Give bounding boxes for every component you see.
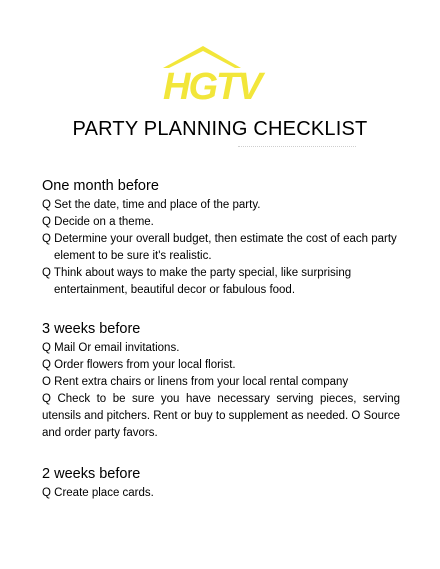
section-heading: 2 weeks before (42, 466, 141, 482)
checklist-item: Q Mail Or email invitations. (42, 342, 180, 354)
page-title: PARTY PLANNING CHECKLIST (72, 118, 368, 140)
logo-text: HGTV (163, 66, 261, 100)
checklist-item: Q Order flowers from your local florist. (42, 359, 236, 371)
checklist-item: Q Set the date, time and place of the party. (42, 199, 261, 211)
hgtv-logo (163, 44, 281, 100)
checklist-item: Q Decide on a theme. (42, 216, 154, 228)
decorative-dotted-line (238, 146, 356, 147)
section-heading: One month before (42, 178, 159, 194)
section-one-month-before (42, 178, 400, 299)
section-2-weeks-before (42, 466, 400, 502)
checklist-item: Q Check to be sure you have necessary serving pieces, serving utensils and pitchers. Rent or buy to supplement as needed. O Source and order party favors. (42, 393, 400, 439)
checklist-item: O Rent extra chairs or linens from your local rental company (42, 376, 349, 388)
section-heading: 3 weeks before (42, 321, 141, 337)
section-3-weeks-before (42, 321, 400, 442)
house-roof-icon (163, 46, 241, 68)
checklist-item: Q Think about ways to make the party special, like surprising entertainment, beautiful decor or fabulous food. (42, 267, 352, 296)
checklist-item: Q Determine your overall budget, then estimate the cost of each party element to be sure it's realistic. (42, 233, 397, 262)
checklist-item: Q Create place cards. (42, 487, 154, 499)
